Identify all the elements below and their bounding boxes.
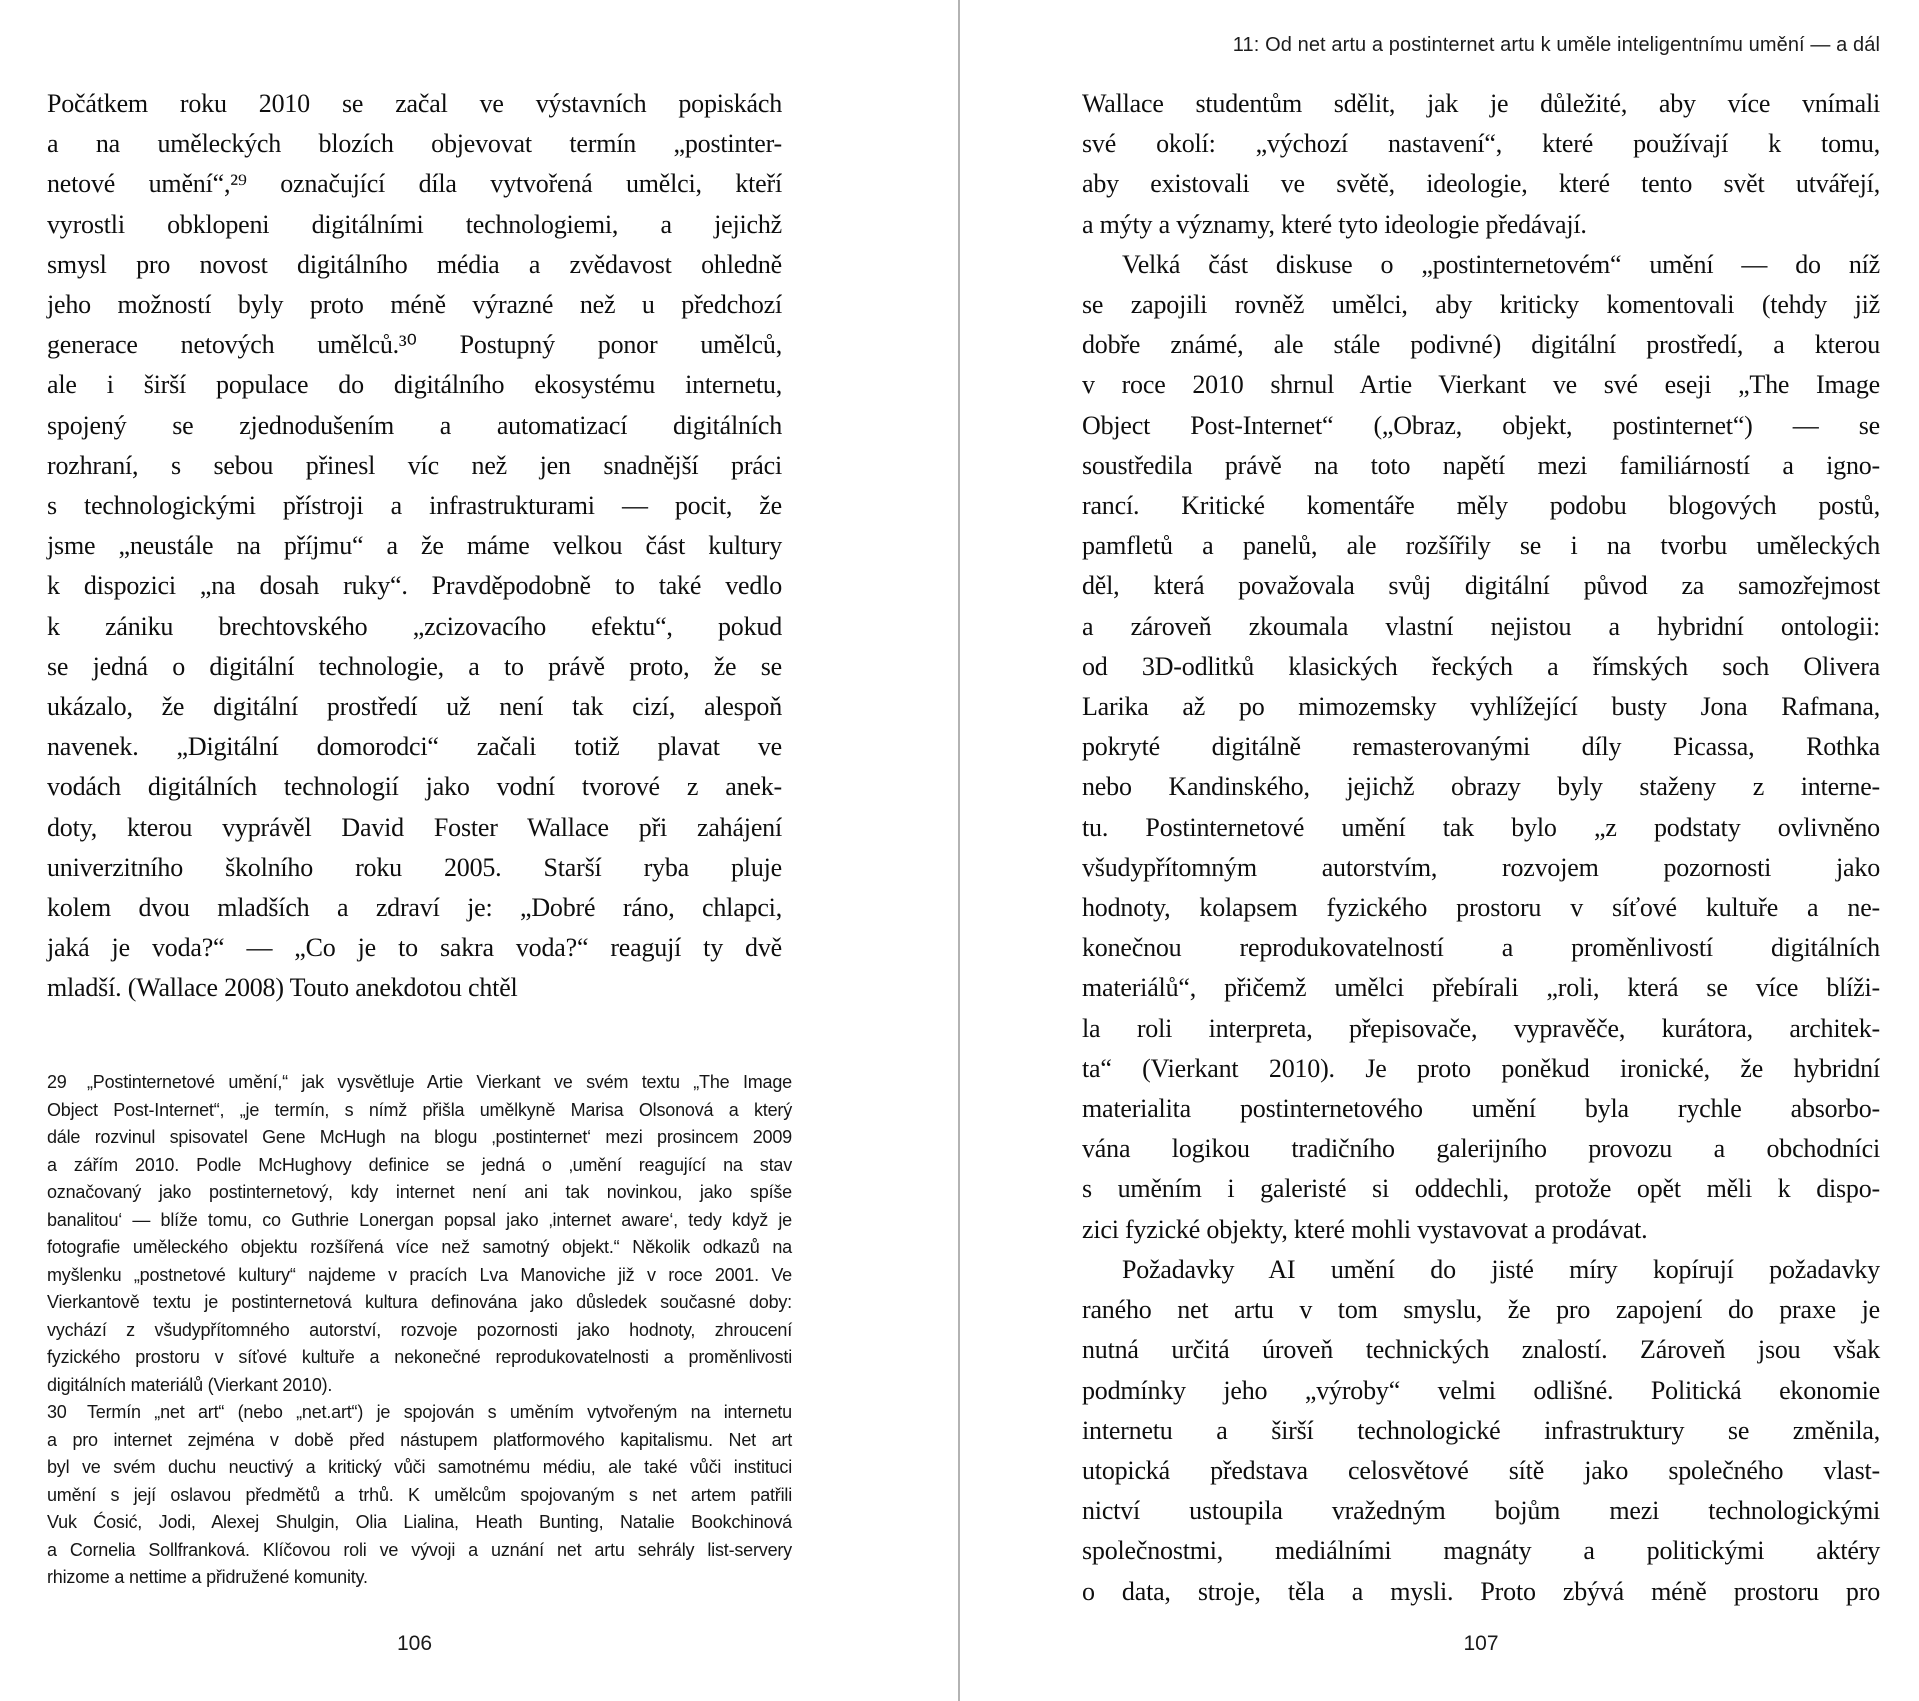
text-line: raného net artu v tom smyslu, že pro zapojení do praxe je bbox=[1082, 1295, 1880, 1325]
footnote-line: rhizome a nettime a přidružené komunity. bbox=[47, 1567, 368, 1587]
text-line: k dispozici „na dosah ruky“. Pravděpodobně to také vedlo bbox=[47, 571, 782, 601]
footnote-line: Object Post-Internet“, „je termín, s nímž přišla umělkyně Marisa Olsonová a který bbox=[47, 1099, 792, 1120]
text-line: spojený se zjednodušením a automatizací digitálních bbox=[47, 410, 782, 440]
text-line: Object Post-Internet“ („Obraz, objekt, postinternet“) — se bbox=[1082, 410, 1880, 440]
text-line: o data, stroje, těla a mysli. Proto zbývá méně prostoru pro bbox=[1082, 1576, 1880, 1606]
footnote-line: a pro internet zejména v době před nástupem platformového kapitalismu. Net art bbox=[47, 1429, 792, 1450]
text-line: univerzitního školního roku 2005. Starší ryba pluje bbox=[47, 852, 782, 882]
left-page-body-text bbox=[47, 84, 782, 1009]
text-line: vána logikou tradičního galerijního provozu a obchodníci bbox=[1082, 1134, 1880, 1164]
footnote-line: vychází z všudypřítomného autorství, rozvoje pozornosti jako hodnoty, zhroucení bbox=[47, 1319, 792, 1340]
text-line: jaká je voda?“ — „Co je to sakra voda?“ reagují ty dvě bbox=[47, 933, 782, 963]
text-line: internetu a širší technologické infrastruktury se změnila, bbox=[1082, 1415, 1880, 1445]
text-line: děl, která považovala svůj digitální původ za samozřejmost bbox=[1082, 571, 1880, 601]
text-line: mladší. (Wallace 2008) Touto anekdotou chtěl bbox=[47, 973, 518, 1003]
text-line: s uměním i galeristé si oddechli, protože opět měli k dispo- bbox=[1082, 1174, 1880, 1204]
footnote-line: a Cornelia Sollfranková. Klíčovou roli ve vývoji a uznání net artu sehrály list-servery bbox=[47, 1539, 792, 1560]
footnote-line: a zářím 2010. Podle McHughovy definice se jedná o ‚umění reagující na stav bbox=[47, 1154, 792, 1175]
footnote-line: označovaný jako postinternetový, kdy internet není ani tak novinkou, jako spíše bbox=[47, 1182, 792, 1202]
text-line: konečnou reprodukovatelností a proměnlivostí digitálních bbox=[1082, 933, 1880, 963]
text-line: a na uměleckých blozích objevovat termín „postinter- bbox=[47, 129, 782, 159]
text-line: Larika až po mimozemsky vyhlížející busty Jona Rafmana, bbox=[1082, 692, 1880, 722]
text-line: v roce 2010 shrnul Artie Vierkant ve své eseji „The Image bbox=[1082, 370, 1880, 400]
text-line: tu. Postinternetové umění tak bylo „z podstaty ovlivněno bbox=[1082, 812, 1880, 842]
footnote-line: 29 „Postinternetové umění,“ jak vysvětluje Artie Vierkant ve svém textu „The Image bbox=[47, 1069, 792, 1097]
text-line: aby existovali ve světě, ideologie, které tento svět utvářejí, bbox=[1082, 169, 1880, 199]
text-line: kolem dvou mladších a zdraví je: „Dobré ráno, chlapci, bbox=[47, 893, 782, 923]
left-page-footnotes bbox=[47, 1069, 792, 1592]
text-line: jeho možností byly proto méně výrazné než u předchozí bbox=[47, 290, 782, 320]
footnote-line: byl ve svém duchu neuctivý a kritický vůči samotnému médiu, ale také vůči instituci bbox=[47, 1457, 792, 1477]
text-line: rozhraní, s sebou přinesl víc než jen snadnější práci bbox=[47, 450, 782, 480]
text-line: všudypřítomným autorstvím, rozvojem pozornosti jako bbox=[1082, 852, 1880, 882]
footnote-number: 30 bbox=[47, 1402, 67, 1422]
text-line: pamfletů a panelů, ale rozšířily se i na tvorbu uměleckých bbox=[1082, 531, 1880, 561]
text-line: ukázalo, že digitální prostředí už není tak cizí, alespoň bbox=[47, 692, 782, 722]
footnote-line: dále rozvinul spisovatel Gene McHugh na blogu ‚postinternet‘ mezi prosincem 2009 bbox=[47, 1127, 792, 1147]
footnote-line: fotografie uměleckého objektu rozšířená více než samotný objekt.“ Několik odkazů na bbox=[47, 1237, 792, 1257]
text-line: generace netových umělců.³⁰ Postupný ponor umělců, bbox=[47, 330, 782, 360]
text-line: navenek. „Digitální domorodci“ začali totiž plavat ve bbox=[47, 732, 782, 762]
text-line: podmínky jeho „výroby“ velmi odlišné. Politická ekonomie bbox=[1082, 1375, 1880, 1405]
text-line: Velká část diskuse o „postinternetovém“ umění — do níž bbox=[1122, 249, 1880, 279]
footnote-line: umění s její oslavou předmětů a trhů. K umělcům spojovaným s net artem patřili bbox=[47, 1484, 792, 1505]
text-line: hodnoty, kolapsem fyzického prostoru v síťové kultuře a ne- bbox=[1082, 893, 1880, 923]
text-line: Požadavky AI umění do jisté míry kopírují požadavky bbox=[1122, 1254, 1880, 1284]
text-line: Wallace studentům sdělit, jak je důležité, aby více vnímali bbox=[1082, 89, 1880, 118]
footnote-line: 30 Termín „net art“ (nebo „net.art“) je spojován s uměním vytvořeným na internetu bbox=[47, 1399, 792, 1427]
text-line: nebo Kandinského, jejichž obrazy byly staženy z interne- bbox=[1082, 772, 1880, 802]
text-line: smysl pro novost digitálního média a zvědavost ohledně bbox=[47, 249, 782, 279]
right-page-body-text bbox=[1082, 84, 1880, 1612]
text-line: materialita postinternetového umění byla rychle absorbo- bbox=[1082, 1094, 1880, 1124]
text-line: k zániku brechtovského „zcizovacího efektu“, pokud bbox=[47, 611, 782, 641]
text-line: rancí. Kritické komentáře měly podobu blogových postů, bbox=[1082, 491, 1880, 521]
text-line: se zapojili rovněž umělci, aby kriticky komentovali (tehdy již bbox=[1082, 290, 1880, 320]
text-line: doty, kterou vyprávěl David Foster Wallace při zahájení bbox=[47, 812, 782, 842]
text-line: ta“ (Vierkant 2010). Je proto poněkud ironické, že hybridní bbox=[1082, 1053, 1880, 1083]
page-number-right: 107 bbox=[1463, 1632, 1499, 1655]
footnote-line: Vierkantově textu je postinternetová kultura definována jako důsledek současné doby: bbox=[47, 1292, 792, 1312]
text-line: materiálů“, přičemž umělci přebírali „roli, která se více blíži- bbox=[1082, 973, 1880, 1003]
text-line: vodách digitálních technologií jako vodní tvorové z anek- bbox=[47, 772, 782, 802]
text-line: vyrostli obklopeni digitálními technologiemi, a jejichž bbox=[47, 209, 782, 239]
text-line: své okolí: „výchozí nastavení“, které používají k tomu, bbox=[1082, 129, 1880, 159]
text-line: pokryté digitálně remasterovanými díly Picassa, Rothka bbox=[1082, 732, 1880, 762]
page-number-left: 106 bbox=[396, 1632, 433, 1655]
text-line: la roli interpreta, přepisovače, vypravěče, kurátora, architek- bbox=[1082, 1013, 1880, 1043]
text-line: nutná určitá úroveň technických znalostí. Zároveň jsou však bbox=[1082, 1335, 1880, 1365]
footnote-line: myšlenku „postnetové kultury“ najdeme v pracích Lva Manoviche již v roce 2001. Ve bbox=[47, 1264, 792, 1285]
text-line: soustředila právě na toto napětí mezi familiárností a igno- bbox=[1082, 450, 1880, 480]
text-line: společnostmi, mediálními magnáty a politickými aktéry bbox=[1082, 1536, 1880, 1566]
running-header: 11: Od net artu a postinternet artu k uměle inteligentnímu umění — a dál bbox=[1232, 34, 1880, 56]
text-line: dobře známé, ale stále podivné) digitální prostředí, a kterou bbox=[1082, 330, 1880, 360]
footnote-line: digitálních materiálů (Vierkant 2010). bbox=[47, 1374, 333, 1395]
text-line: se jedná o digitální technologie, a to právě proto, že se bbox=[47, 651, 782, 681]
text-line: jsme „neustále na příjmu“ a že máme velkou část kultury bbox=[47, 531, 782, 561]
text-line: netové umění“,²⁹ označující díla vytvořená umělci, kteří bbox=[47, 169, 782, 199]
footnote-line: banalitou‘ — blíže tomu, co Guthrie Lonergan popsal jako ‚internet aware‘, tedy když je bbox=[47, 1209, 792, 1230]
text-line: s technologickými přístroji a infrastrukturami — pocit, že bbox=[47, 491, 782, 521]
text-line: nictví ustoupila vražedným bojům mezi technologickými bbox=[1082, 1496, 1880, 1526]
text-line: od 3D-odlitků klasických řeckých a římských soch Olivera bbox=[1082, 651, 1880, 681]
text-line: ale i širší populace do digitálního ekosystému internetu, bbox=[47, 370, 782, 400]
footnote-number: 29 bbox=[47, 1072, 67, 1092]
text-line: Počátkem roku 2010 se začal ve výstavních popiskách bbox=[47, 89, 782, 118]
page-gutter-divider bbox=[958, 0, 960, 1701]
text-line: utopická představa celosvětové sítě jako společného vlast- bbox=[1082, 1455, 1880, 1485]
footnote-line: fyzického prostoru v síťové kultuře a nekonečné reprodukovatelnosti a proměnlivosti bbox=[47, 1347, 792, 1367]
footnote-line: Vuk Ćosić, Jodi, Alexej Shulgin, Olia Lialina, Heath Bunting, Natalie Bookchinová bbox=[47, 1512, 792, 1532]
text-line: a mýty a významy, které tyto ideologie předávají. bbox=[1082, 209, 1587, 239]
text-line: zici fyzické objekty, které mohli vystavovat a prodávat. bbox=[1082, 1214, 1648, 1244]
text-line: a zároveň zkoumala vlastní nejistou a hybridní ontologii: bbox=[1082, 611, 1880, 641]
